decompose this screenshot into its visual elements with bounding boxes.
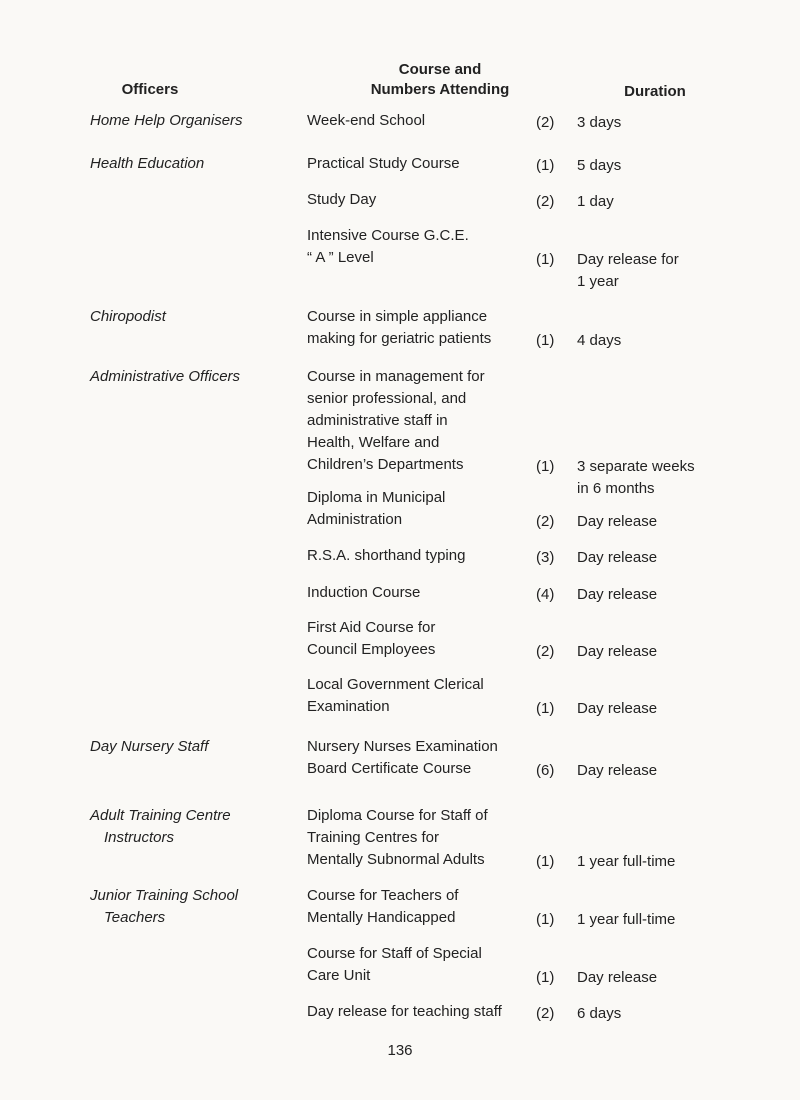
duration-line: Day release: [577, 549, 658, 566]
course-line: Diploma in Municipal: [307, 489, 446, 506]
numbers-attending: (2): [536, 1005, 555, 1022]
officer-line: Adult Training Centre: [90, 807, 231, 824]
officer-line: Health Education: [90, 155, 205, 172]
duration-line: 4 days: [577, 332, 622, 349]
officer-category: [90, 153, 290, 175]
duration-line: Day release: [577, 586, 658, 603]
course-line: “ A ” Level: [307, 249, 374, 266]
course-line: Course for Teachers of: [307, 887, 459, 904]
course-line: Children’s Departments: [307, 456, 464, 473]
course-line: Examination: [307, 698, 390, 715]
numbers-attending: (1): [536, 332, 555, 349]
officer-category: [90, 736, 290, 758]
duration-line: 3 days: [577, 114, 622, 131]
duration: [577, 330, 777, 352]
course-line: Diploma Course for Staff of: [307, 807, 488, 824]
numbers-attending: (4): [536, 586, 555, 603]
duration-line: 1 day: [577, 193, 614, 210]
duration: [577, 511, 777, 533]
course-line: Administration: [307, 511, 403, 528]
numbers-attending: (6): [536, 762, 555, 779]
course-name: [307, 153, 542, 175]
duration: [577, 698, 777, 720]
duration-line: 3 separate weeks: [577, 458, 695, 475]
course-name: [307, 805, 542, 871]
officer-category: [90, 885, 290, 929]
duration-line: 5 days: [577, 157, 622, 174]
numbers-attending: (1): [536, 157, 555, 174]
duration-line: in 6 months: [577, 480, 655, 497]
numbers-attending: (1): [536, 251, 555, 268]
course-line: Training Centres for: [307, 829, 439, 846]
course-line: Mentally Handicapped: [307, 909, 456, 926]
officer-line: Administrative Officers: [90, 368, 241, 385]
course-line: R.S.A. shorthand typing: [307, 547, 466, 564]
numbers-attending: (1): [536, 458, 555, 475]
numbers-attending: (1): [536, 700, 555, 717]
duration: [577, 967, 777, 989]
duration: [577, 547, 777, 569]
course-line: Mentally Subnormal Adults: [307, 851, 485, 868]
course-name: [307, 366, 542, 476]
duration-line: Day release: [577, 643, 658, 660]
officer-category: [90, 805, 290, 849]
course-header-line1: Course and: [398, 61, 482, 78]
numbers-attending: (1): [536, 911, 555, 928]
duration-line: 1 year full-time: [577, 911, 676, 928]
duration-line: 1 year: [577, 273, 619, 290]
duration: [577, 249, 777, 293]
course-name: [307, 674, 542, 718]
course-line: First Aid Course for: [307, 619, 436, 636]
course-name: [307, 885, 542, 929]
duration-line: Day release: [577, 700, 658, 717]
course-line: Health, Welfare and: [307, 434, 440, 451]
course-name: [307, 545, 542, 567]
officer-line: Instructors: [104, 829, 175, 846]
course-line: Course in management for: [307, 368, 485, 385]
officer-line: Teachers: [104, 909, 166, 926]
officers-header: Officers: [121, 81, 179, 98]
duration-line: Day release for: [577, 251, 679, 268]
officer-line: Home Help Organisers: [90, 112, 243, 129]
duration-line: Day release: [577, 969, 658, 986]
course-name: [307, 487, 542, 531]
course-line: making for geriatric patients: [307, 330, 492, 347]
duration-line: Day release: [577, 762, 658, 779]
numbers-attending: (1): [536, 969, 555, 986]
course-name: [307, 736, 542, 780]
officer-line: Chiropodist: [90, 308, 166, 325]
course-line: Nursery Nurses Examination: [307, 738, 498, 755]
duration-line: 1 year full-time: [577, 853, 676, 870]
course-name: [307, 306, 542, 350]
course-line: Day release for teaching staff: [307, 1003, 502, 1020]
officer-category: [90, 366, 290, 388]
duration-header: Duration: [624, 83, 686, 100]
numbers-attending: (1): [536, 853, 555, 870]
duration-line: Day release: [577, 513, 658, 530]
duration: [577, 760, 777, 782]
course-line: Course for Staff of Special: [307, 945, 482, 962]
duration: [577, 1003, 777, 1025]
numbers-attending: (2): [536, 643, 555, 660]
duration: [577, 456, 777, 500]
numbers-attending: (2): [536, 114, 555, 131]
course-line: Induction Course: [307, 584, 421, 601]
duration-line: 6 days: [577, 1005, 622, 1022]
course-name: [307, 110, 542, 132]
officer-category: [90, 110, 290, 132]
duration: [577, 851, 777, 873]
course-name: [307, 582, 542, 604]
numbers-attending: (3): [536, 549, 555, 566]
duration: [577, 191, 777, 213]
course-name: [307, 189, 542, 211]
course-header-line2: Numbers Attending: [370, 81, 510, 98]
page-number: 136: [387, 1042, 413, 1059]
course-line: Care Unit: [307, 967, 371, 984]
officer-line: Junior Training School: [90, 887, 239, 904]
course-name: [307, 617, 542, 661]
duration: [577, 641, 777, 663]
course-line: Intensive Course G.C.E.: [307, 227, 469, 244]
course-line: Week-end School: [307, 112, 426, 129]
course-name: [307, 225, 542, 269]
duration: [577, 155, 777, 177]
duration: [577, 584, 777, 606]
course-line: Practical Study Course: [307, 155, 460, 172]
numbers-attending: (2): [536, 513, 555, 530]
duration: [577, 909, 777, 931]
officer-line: Day Nursery Staff: [90, 738, 209, 755]
course-line: Study Day: [307, 191, 377, 208]
course-line: Local Government Clerical: [307, 676, 484, 693]
course-name: [307, 943, 542, 987]
course-line: Board Certificate Course: [307, 760, 472, 777]
course-header: [340, 60, 540, 100]
course-line: Course in simple appliance: [307, 308, 488, 325]
course-line: administrative staff in: [307, 412, 448, 429]
officer-category: [90, 306, 290, 328]
course-line: Council Employees: [307, 641, 436, 658]
course-name: [307, 1001, 542, 1023]
course-line: senior professional, and: [307, 390, 467, 407]
duration: [577, 112, 777, 134]
numbers-attending: (2): [536, 193, 555, 210]
